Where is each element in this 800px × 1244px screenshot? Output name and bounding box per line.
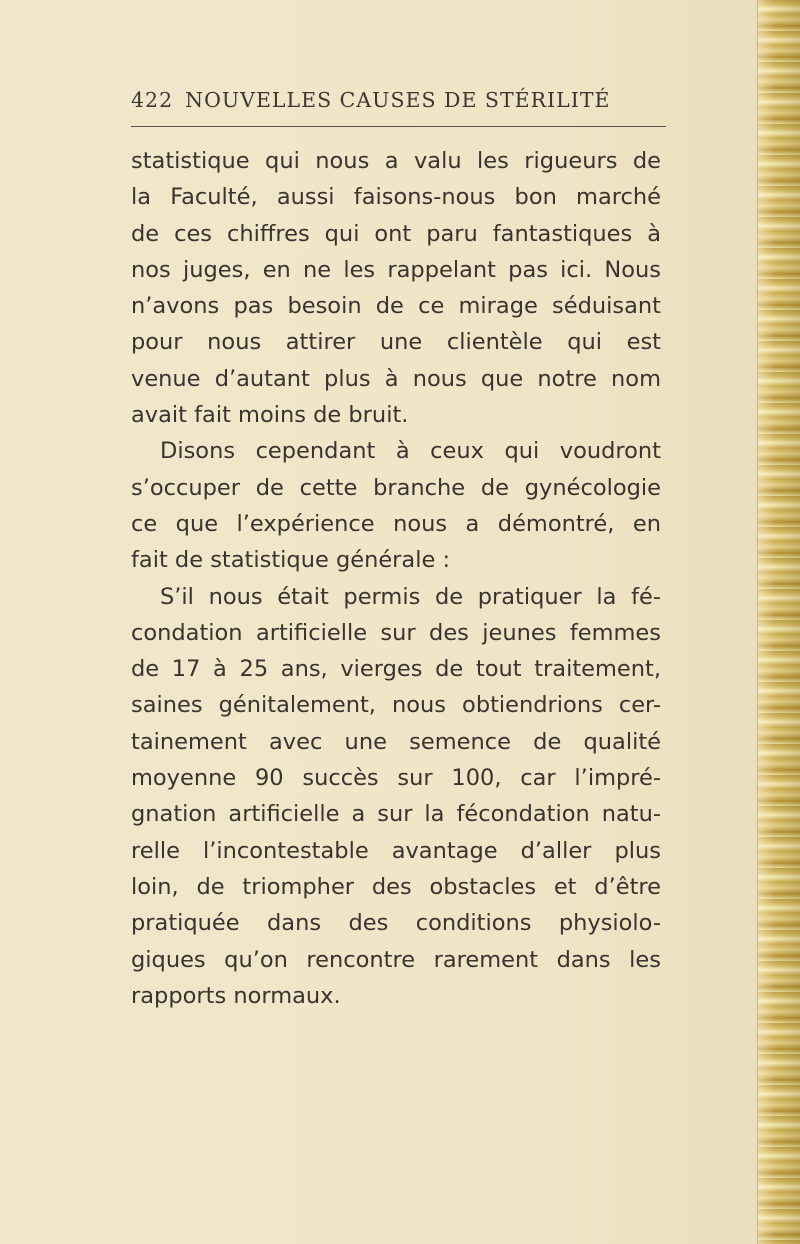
text-line: pour nous attirer une clientèle qui est: [131, 329, 661, 356]
text-line: venue d’autant plus à nous que notre nom: [131, 365, 661, 392]
text-line: moyenne 90 succès sur 100, car l’impré-: [131, 765, 661, 792]
text-line: rapports normaux.: [131, 982, 341, 1009]
page-number: 422: [131, 88, 174, 112]
text-line: fait de statistique générale :: [131, 547, 451, 574]
text-line: de 17 à 25 ans, vierges de tout traitement,: [131, 656, 661, 683]
text-line: de ces chiffres qui ont paru fantastiques à: [131, 220, 661, 247]
text-line: loin, de triompher des obstacles et d’être: [131, 873, 661, 900]
text-line: nos juges, en ne les rappelant pas ici. Nous: [131, 256, 661, 283]
text-line: giques qu’on rencontre rarement dans les: [131, 946, 661, 973]
running-head: [131, 88, 651, 122]
body-text: [131, 143, 661, 1014]
text-line: Disons cependant à ceux qui voudront: [160, 438, 661, 465]
text-line: n’avons pas besoin de ce mirage séduisant: [131, 293, 661, 320]
text-line: pratiquée dans des conditions physiolo-: [131, 910, 661, 937]
header-rule: [131, 126, 666, 127]
text-line: S’il nous était permis de pratiquer la fé-: [160, 583, 661, 610]
text-line: s’occuper de cette branche de gynécologie: [131, 474, 661, 501]
text-line: tainement avec une semence de qualité: [131, 728, 661, 755]
text-line: statistique qui nous a valu les rigueurs de: [131, 148, 661, 174]
text-line: relle l’incontestable avantage d’aller plus: [131, 837, 661, 864]
running-head-title: NOUVELLES CAUSES DE STÉRILITÉ: [185, 88, 611, 112]
text-line: ce que l’expérience nous a démontré, en: [131, 510, 661, 537]
text-line: la Faculté, aussi faisons-nous bon marché: [131, 184, 661, 211]
text-line: saines génitalement, nous obtiendrions cer-: [131, 692, 661, 719]
text-line: avait fait moins de bruit.: [131, 402, 409, 429]
text-line: condation artificielle sur des jeunes femmes: [131, 619, 661, 646]
text-line: gnation artificielle a sur la fécondation natu-: [131, 801, 661, 828]
page-edge-shade: [758, 0, 800, 1244]
